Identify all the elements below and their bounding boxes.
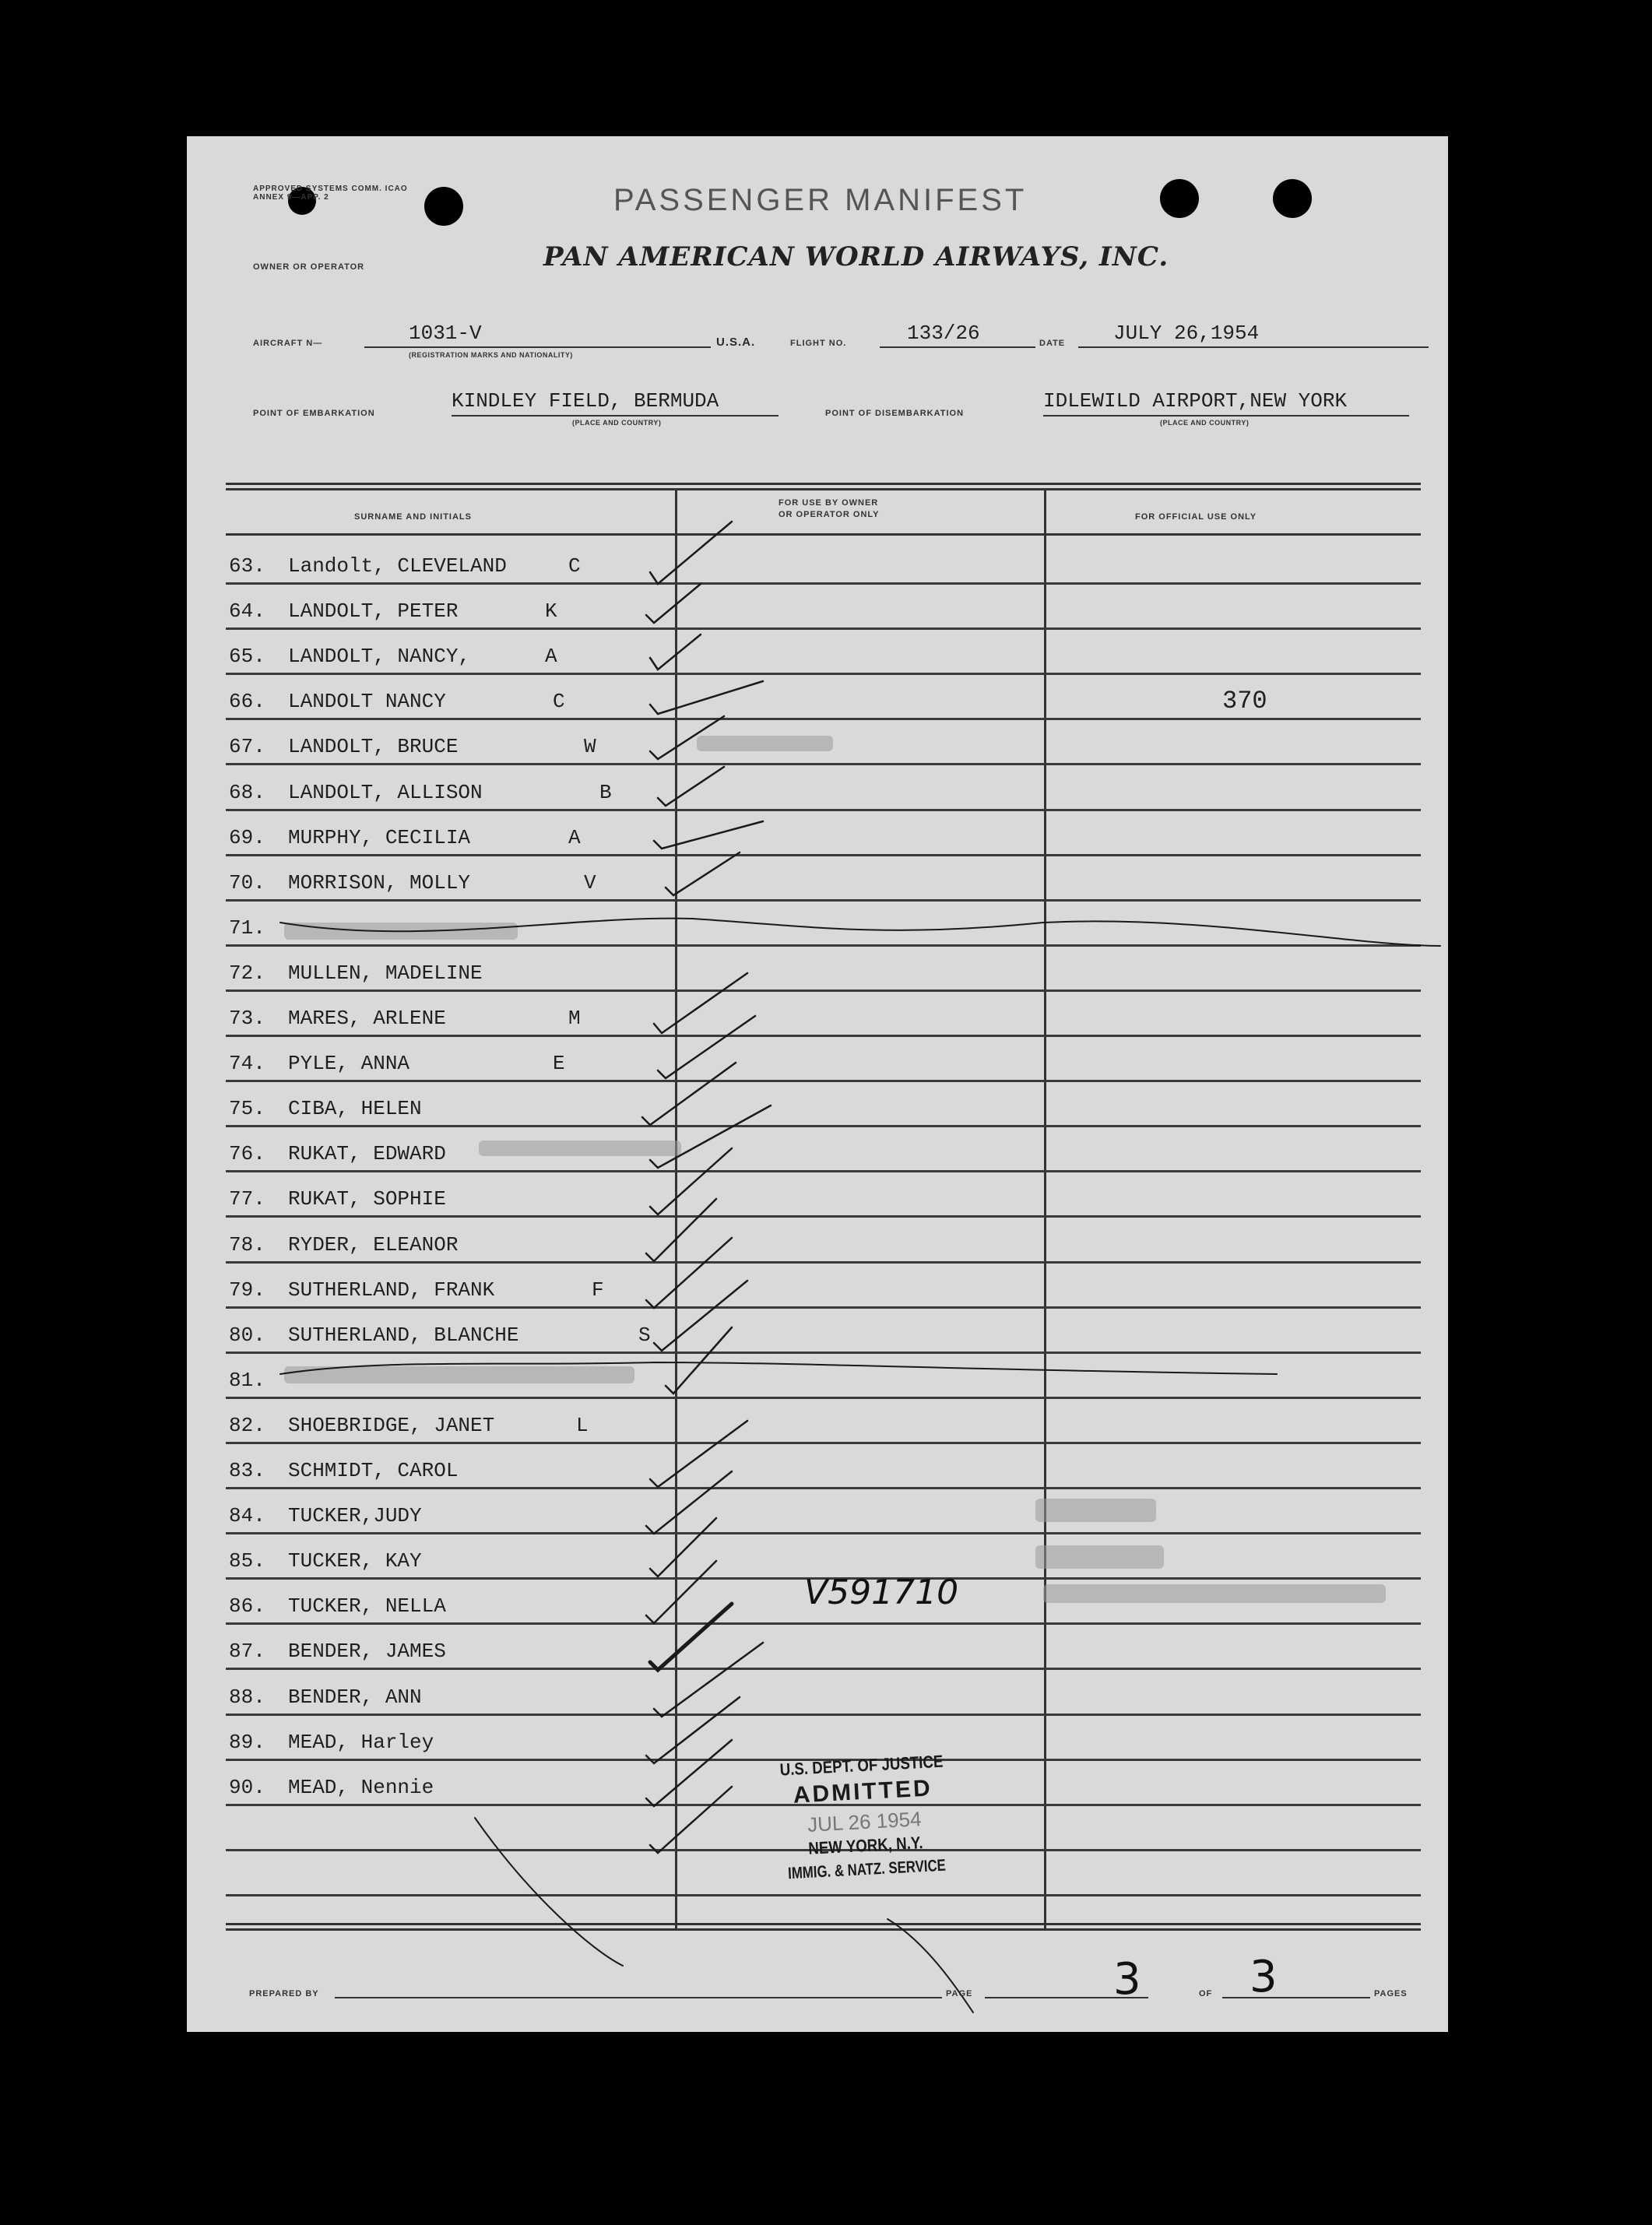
row-number: 64. <box>229 599 265 624</box>
row-number: 81. <box>229 1368 265 1392</box>
passenger-name: TUCKER, KAY <box>288 1549 422 1573</box>
passenger-name: SHOEBRIDGE, JANET <box>288 1413 495 1437</box>
row-number: 77. <box>229 1187 265 1211</box>
col-owner-header-1: FOR USE BY OWNER <box>779 498 879 508</box>
row-number: 89. <box>229 1730 265 1754</box>
official-use-number: 370 <box>1222 687 1267 715</box>
stamp-line-4: NEW YORK, N.Y. <box>807 1833 924 1858</box>
embark-value: KINDLEY FIELD, BERMUDA <box>452 389 719 413</box>
col-official-header: FOR OFFICIAL USE ONLY <box>1135 512 1257 522</box>
pages-value: 3 <box>1250 1952 1278 2002</box>
stamp-line-3: JUL 26 1954 <box>807 1807 923 1837</box>
passenger-name: BENDER, ANN <box>288 1685 422 1709</box>
passenger-name: LANDOLT, PETER <box>288 599 459 624</box>
row-number: 87. <box>229 1640 265 1664</box>
flight-value: 133/26 <box>907 322 980 345</box>
place-label-2: (PLACE AND COUNTRY) <box>1160 419 1250 427</box>
passenger-name: LANDOLT NANCY <box>288 690 446 714</box>
stamp-line-5: IMMIG. & NATZ. SERVICE <box>787 1856 947 1883</box>
row-number: 74. <box>229 1052 265 1076</box>
passenger-name: LANDOLT, NANCY, <box>288 645 471 669</box>
passenger-initial: V <box>584 870 596 895</box>
pages-label: PAGES <box>1374 1989 1408 1998</box>
passenger-name: MULLEN, MADELINE <box>288 961 483 985</box>
passenger-name: MURPHY, CECILIA <box>288 825 471 849</box>
disembark-label: POINT OF DISEMBARKATION <box>825 409 965 418</box>
manifest-sheet <box>187 136 1448 2032</box>
row-number: 78. <box>229 1232 265 1257</box>
passenger-name: RUKAT, SOPHIE <box>288 1187 446 1211</box>
embark-label: POINT OF EMBARKATION <box>253 409 375 418</box>
passenger-initial: C <box>568 554 581 578</box>
row-number: 88. <box>229 1685 265 1709</box>
passenger-initial: L <box>576 1413 589 1437</box>
row-number: 71. <box>229 916 265 940</box>
row-number: 65. <box>229 645 265 669</box>
airline-name: PAN AMERICAN WORLD AIRWAYS, INC. <box>543 241 1169 272</box>
col-surname-header: SURNAME AND INITIALS <box>354 512 472 522</box>
passenger-name: LANDOLT, BRUCE <box>288 735 459 759</box>
row-number: 70. <box>229 870 265 895</box>
place-label-1: (PLACE AND COUNTRY) <box>572 419 662 427</box>
approval-text: APPROVED SYSTEMS COMM. ICAO ANNEX 9—APP. 2 <box>253 185 408 202</box>
passenger-name: TUCKER,JUDY <box>288 1504 422 1528</box>
row-number: 76. <box>229 1142 265 1166</box>
page-value: 3 <box>1113 1954 1141 2005</box>
passenger-initial: M <box>568 1007 581 1030</box>
row-number: 69. <box>229 825 265 849</box>
passenger-initial: F <box>592 1278 604 1302</box>
aircraft-label: AIRCRAFT N— <box>253 339 323 348</box>
passenger-initial: S <box>638 1323 651 1347</box>
row-number: 75. <box>229 1097 265 1121</box>
row-number: 90. <box>229 1775 265 1799</box>
disembark-value: IDLEWILD AIRPORT,NEW YORK <box>1043 389 1348 413</box>
row-number: 66. <box>229 690 265 714</box>
prepared-underline <box>335 1997 942 1998</box>
prepared-label: PREPARED BY <box>249 1989 319 1998</box>
passenger-name: MARES, ARLENE <box>288 1007 446 1030</box>
passenger-initial: A <box>545 645 557 669</box>
row-number: 79. <box>229 1278 265 1302</box>
passenger-name: RYDER, ELEANOR <box>288 1232 459 1257</box>
passenger-name: SUTHERLAND, BLANCHE <box>288 1323 519 1347</box>
passenger-name: MEAD, Nennie <box>288 1775 434 1799</box>
row-number: 84. <box>229 1504 265 1528</box>
passenger-name: RUKAT, EDWARD <box>288 1142 446 1166</box>
row-number: 67. <box>229 735 265 759</box>
passenger-initial: A <box>568 825 581 849</box>
row-number: 83. <box>229 1459 265 1482</box>
registration-label: (REGISTRATION MARKS AND NATIONALITY) <box>409 351 573 359</box>
passenger-initial: E <box>553 1052 565 1076</box>
stamp-line-1: U.S. DEPT. OF JUSTICE <box>779 1751 944 1780</box>
margin-mark <box>0 0 62 93</box>
row-number: 68. <box>229 780 265 804</box>
usa-label: U.S.A. <box>716 336 756 349</box>
passenger-name: PYLE, ANNA <box>288 1052 410 1076</box>
row-number: 72. <box>229 961 265 985</box>
passenger-initial: C <box>553 690 565 714</box>
col-owner-header-2: OR OPERATOR ONLY <box>779 510 880 519</box>
page-underline <box>985 1997 1148 1998</box>
page-title: PASSENGER MANIFEST <box>613 183 1028 217</box>
passenger-name: MORRISON, MOLLY <box>288 870 471 895</box>
of-label: OF <box>1199 1989 1213 1998</box>
passenger-name: SCHMIDT, CAROL <box>288 1459 459 1482</box>
row-number: 86. <box>229 1594 265 1619</box>
flight-label: FLIGHT NO. <box>790 339 847 348</box>
passenger-name: CIBA, HELEN <box>288 1097 422 1121</box>
admitted-stamp <box>744 1749 984 1885</box>
passenger-name: TUCKER, NELLA <box>288 1594 446 1619</box>
passenger-initial: K <box>545 599 557 624</box>
passenger-name: BENDER, JAMES <box>288 1640 446 1664</box>
row-number: 82. <box>229 1413 265 1437</box>
check-marks <box>187 136 1448 2032</box>
row-number: 85. <box>229 1549 265 1573</box>
row-number: 73. <box>229 1007 265 1030</box>
date-value: JULY 26,1954 <box>1113 322 1260 345</box>
handwritten-number: V591710 <box>804 1573 959 1612</box>
passenger-name: MEAD, Harley <box>288 1730 434 1754</box>
stamp-line-2: ADMITTED <box>793 1775 933 1808</box>
page-label: PAGE <box>946 1989 973 1998</box>
aircraft-value: 1031-V <box>409 322 482 345</box>
passenger-initial: B <box>599 780 612 804</box>
passenger-name: LANDOLT, ALLISON <box>288 780 483 804</box>
pages-underline <box>1222 1997 1370 1998</box>
row-number: 63. <box>229 554 265 578</box>
passenger-initial: W <box>584 735 596 759</box>
owner-label: OWNER OR OPERATOR <box>253 262 365 272</box>
date-label: DATE <box>1039 339 1066 348</box>
passenger-name: Landolt, CLEVELAND <box>288 554 507 578</box>
row-number: 80. <box>229 1323 265 1347</box>
passenger-name: SUTHERLAND, FRANK <box>288 1278 495 1302</box>
